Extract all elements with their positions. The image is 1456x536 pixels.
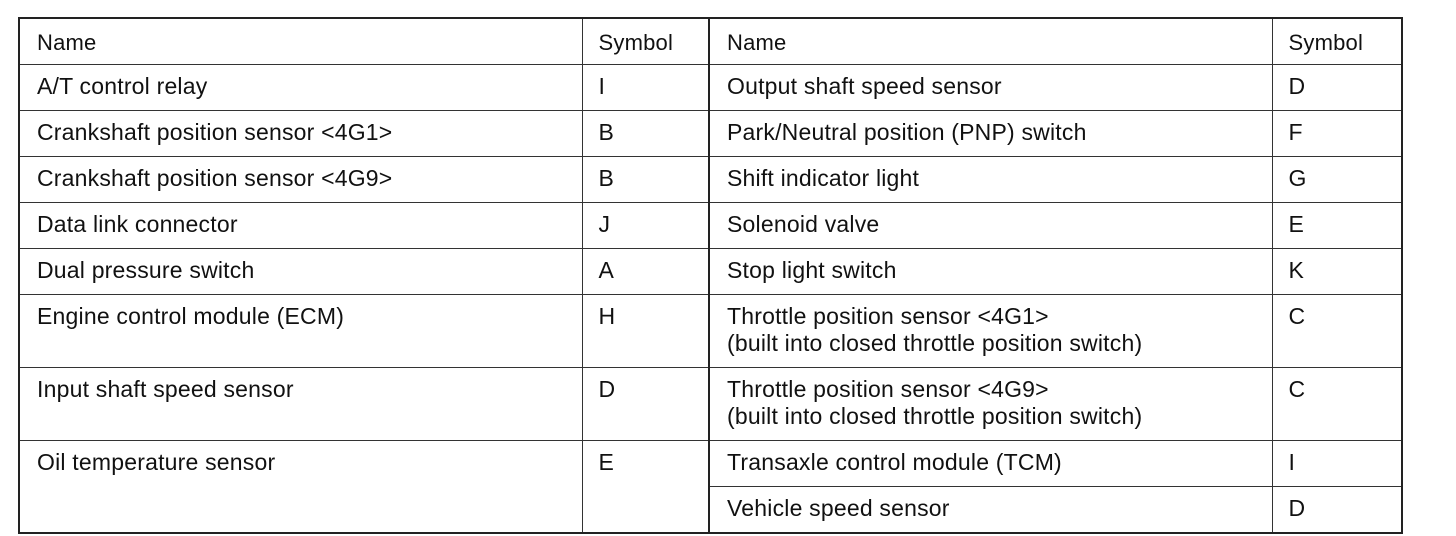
component-symbol: I <box>582 65 709 111</box>
component-symbol: D <box>1272 65 1402 111</box>
component-name: Input shaft speed sensor <box>19 368 582 441</box>
header-symbol-right: Symbol <box>1272 18 1402 65</box>
component-name: Engine control module (ECM) <box>19 295 582 368</box>
component-symbol: D <box>582 368 709 441</box>
component-name: Park/Neutral position (PNP) switch <box>709 111 1272 157</box>
component-symbol: K <box>1272 249 1402 295</box>
component-name: Crankshaft position sensor <4G1> <box>19 111 582 157</box>
component-name: Data link connector <box>19 203 582 249</box>
table-row <box>19 249 1402 295</box>
header-name-right: Name <box>709 18 1272 65</box>
table-row <box>19 111 1402 157</box>
component-symbol: B <box>582 111 709 157</box>
table-row <box>19 368 1402 441</box>
component-symbol: J <box>582 203 709 249</box>
table-row <box>19 65 1402 111</box>
component-name: Shift indicator light <box>709 157 1272 203</box>
table-row <box>19 441 1402 487</box>
component-name: Transaxle control module (TCM) <box>709 441 1272 487</box>
component-name: A/T control relay <box>19 65 582 111</box>
header-symbol-left: Symbol <box>582 18 709 65</box>
component-symbol: E <box>582 441 709 534</box>
component-symbol: I <box>1272 441 1402 487</box>
component-name: Vehicle speed sensor <box>709 487 1272 534</box>
component-symbol: A <box>582 249 709 295</box>
component-symbol: F <box>1272 111 1402 157</box>
component-symbol: C <box>1272 368 1402 441</box>
component-symbol: B <box>582 157 709 203</box>
component-symbol: H <box>582 295 709 368</box>
component-symbol: G <box>1272 157 1402 203</box>
table-row <box>19 295 1402 368</box>
component-symbol-table <box>18 17 1403 534</box>
component-name: Solenoid valve <box>709 203 1272 249</box>
component-name: Stop light switch <box>709 249 1272 295</box>
component-name: Crankshaft position sensor <4G9> <box>19 157 582 203</box>
component-symbol: C <box>1272 295 1402 368</box>
component-name: Output shaft speed sensor <box>709 65 1272 111</box>
component-name: Throttle position sensor <4G9> (built into closed throttle position switch) <box>709 368 1272 441</box>
header-name-left: Name <box>19 18 582 65</box>
component-name: Throttle position sensor <4G1> (built into closed throttle position switch) <box>709 295 1272 368</box>
component-symbol: E <box>1272 203 1402 249</box>
table-row <box>19 203 1402 249</box>
table-header-row <box>19 18 1402 65</box>
component-name: Dual pressure switch <box>19 249 582 295</box>
component-name: Oil temperature sensor <box>19 441 582 534</box>
component-symbol: D <box>1272 487 1402 534</box>
table-row <box>19 157 1402 203</box>
